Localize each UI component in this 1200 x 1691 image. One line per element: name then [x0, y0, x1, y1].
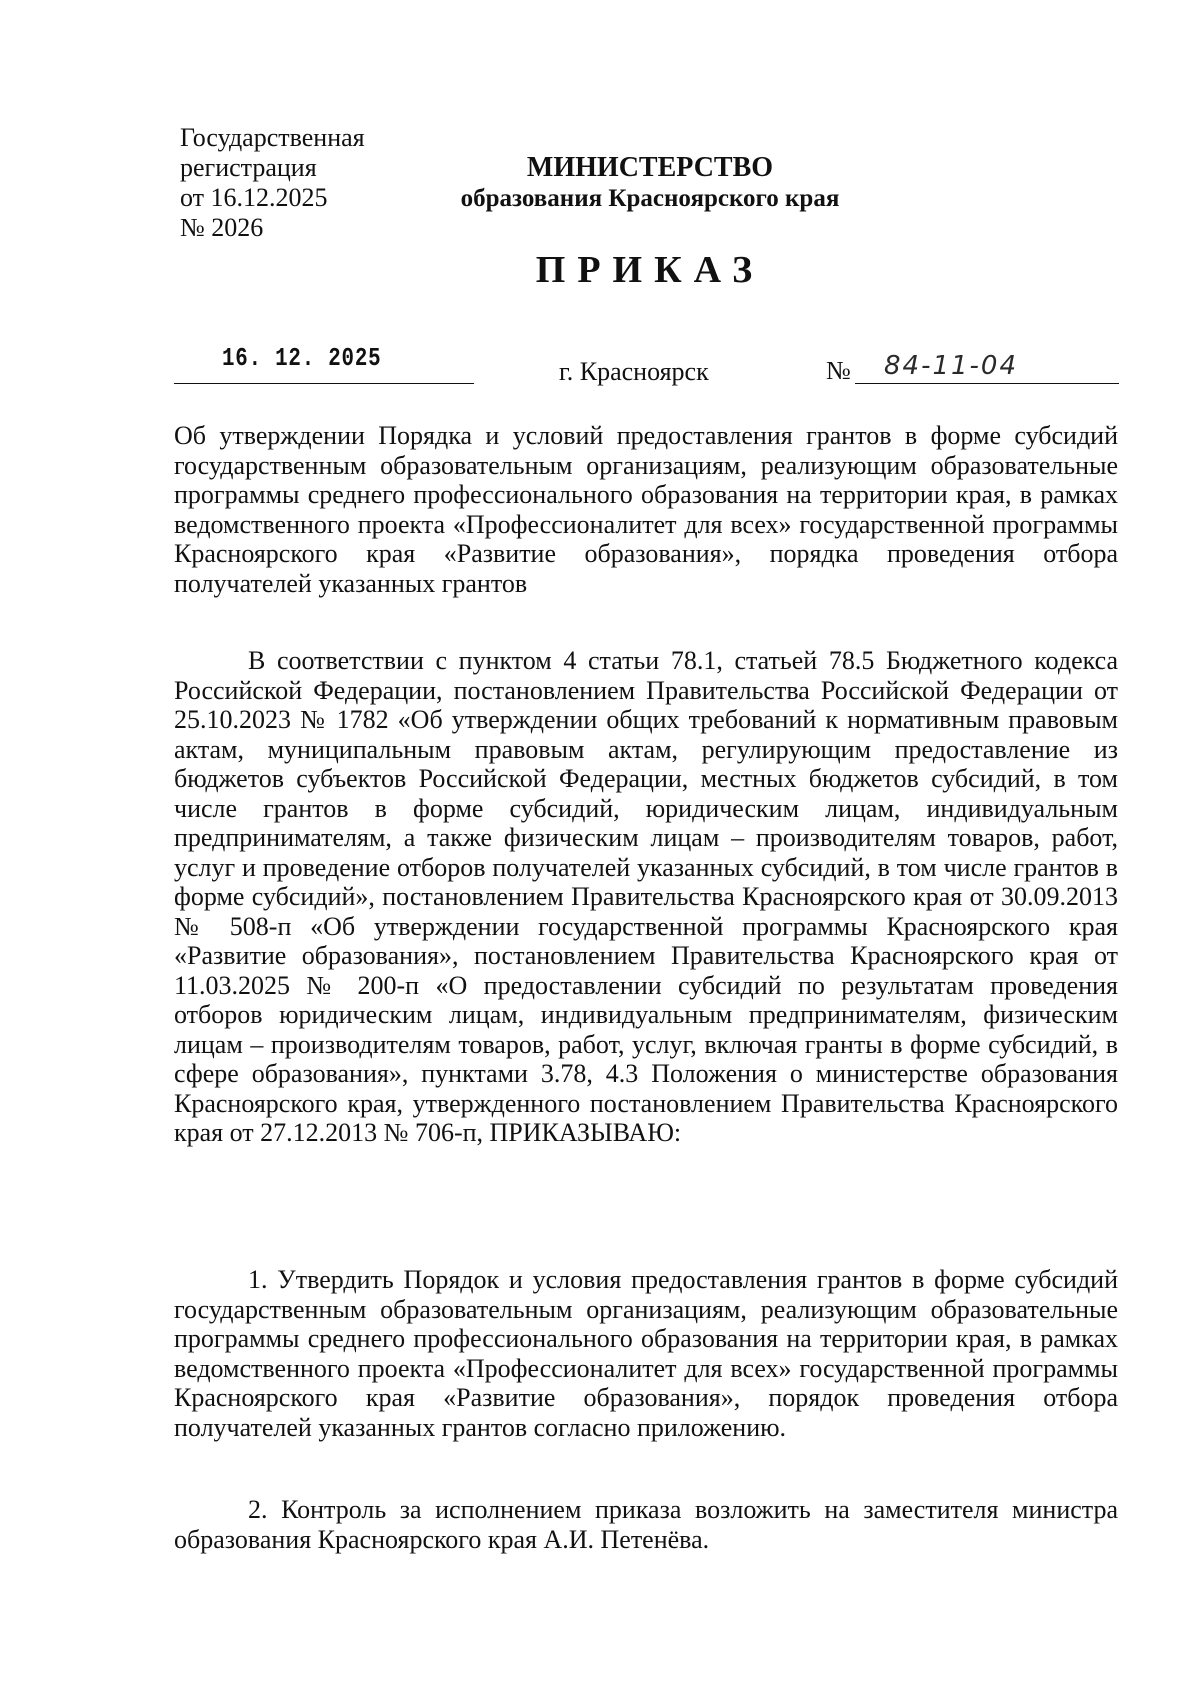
- registration-stamp: [180, 123, 365, 243]
- order-number: 84-11-04: [884, 351, 1019, 381]
- preamble-paragraph: В соответствии с пунктом 4 статьи 78.1, статьей 78.5 Бюджетного кодекса Российской Федерации, постановлением Правительства Российской Федерации от 25.10.2023 № 1782 «Об утверждении общих требований к нормативным правовым актам, муниципальным правовым актам, регулирующим предоставление из бюджетов субъектов Российской Федерации, местных бюджетов субсидий, в том числе грантов в форме субсидий, юридическим лицам, индивидуальным предпринимателям, а также физическим лицам – производителям товаров, работ, услуг и проведение отборов получателей указанных субсидий, в том числе грантов в форме субсидий», постановлением Правительства Красноярского края от 30.09.2013 № 508-п «Об утверждении государственной программы Красноярского края «Развитие образования», постановлением Правительства Красноярского края от 11.03.2025 № 200-п «О предоставлении субсидий по результатам проведения отборов юридическим лицам, индивидуальным предпринимателям, физическим лицам – производителям товаров, работ, услуг, включая гранты в форме субсидий, в сфере образования», пунктами 3.78, 4.3 Положения о министерстве образования Красноярского края, утвержденного постановлением Правительства Красноярского края от 27.12.2013 № 706-п, ПРИКАЗЫВАЮ:: [174, 646, 1118, 1147]
- order-subject: Об утверждении Порядка и условий предоставления грантов в форме субсидий государственным образовательным организациям, реализующим образовательные программы среднего профессионального образования на территории края, в рамках ведомственного проекта «Профессионалитет для всех» государственной программы Красноярского края «Развитие образования», порядка проведения отбора получателей указанных грантов: [174, 421, 1118, 598]
- number-underline: [855, 383, 1119, 384]
- order-item-1: 1. Утвердить Порядок и условия предоставления грантов в форме субсидий государственным образовательным организациям, реализующим образовательные программы среднего профессионального образования на территории края, в рамках ведомственного проекта «Профессионалитет для всех» государственной программы Красноярского края «Развитие образования», порядок проведения отбора получателей указанных грантов согласно приложению.: [174, 1265, 1118, 1442]
- ministry-title: МИНИСТЕРСТВО: [526, 152, 774, 183]
- registration-date: от 16.12.2025: [180, 183, 328, 212]
- ministry-subtitle: образования Красноярского края: [460, 185, 840, 212]
- registration-line: Государственная: [180, 123, 365, 152]
- date-underline: [174, 383, 474, 384]
- registration-number: № 2026: [180, 213, 264, 242]
- city-label: г. Красноярск: [559, 357, 709, 386]
- document-type-title: ПРИКАЗ: [535, 249, 765, 291]
- order-item-2: 2. Контроль за исполнением приказа возложить на заместителя министра образования Красноярского края А.И. Петенёва.: [174, 1495, 1118, 1554]
- registration-line: регистрация: [180, 153, 317, 182]
- number-sign: №: [826, 356, 851, 385]
- order-date: 16. 12. 2025: [222, 343, 382, 373]
